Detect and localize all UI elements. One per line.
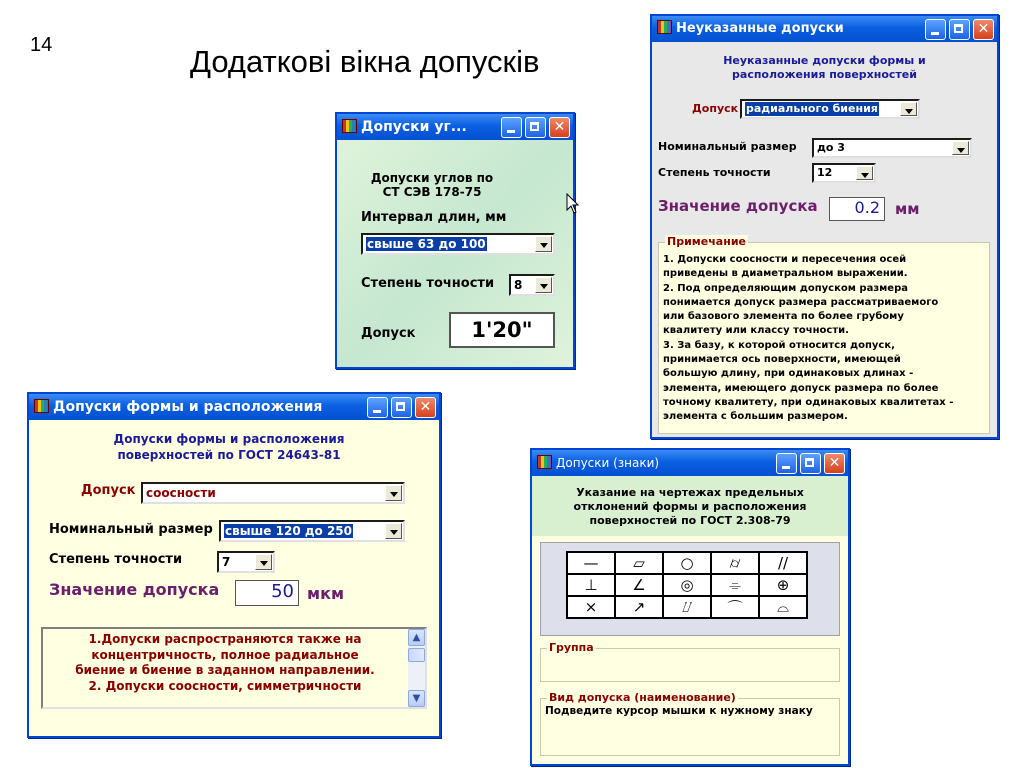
flatness-icon[interactable]: ▱ [615,552,663,574]
tolerance-label: Допуск [361,326,416,341]
note-group [658,235,990,434]
note-text: 1. Допуски соосности и пересечения осей приведены в диаметральном выражении. 2. Под определяющим допуском размера понимается допуск размера рассматриваемого или базового элемента по более грубому квалитету или классу точности. 3. За базу, к которой относится допуск, принимается ось поверхности, имеющей большую длину, при одинаковых длинах - элемента, имеющего допуск размера по более точному квалитету, при одинаковых квалитетах - элемента с большим размером. [663,254,954,423]
axis-intersection-icon[interactable]: × [567,596,615,618]
scrollbar[interactable] [408,629,425,707]
window-body [532,476,848,764]
grade-label: Степень точности [658,166,771,179]
concentricity-icon[interactable]: ◎ [663,574,711,596]
angularity-icon[interactable]: ∠ [615,574,663,596]
nominal-select[interactable] [812,138,972,158]
value-label: Значение допуска [49,580,220,599]
close-button[interactable]: ✕ [415,397,436,418]
tolerance-value: 1'20" [449,312,555,348]
tolerance-type-value: соосности [146,486,216,500]
chevron-down-icon[interactable] [535,277,552,293]
grade-select[interactable] [217,551,275,573]
value-label: Значение допуска [658,197,818,215]
chevron-down-icon[interactable] [385,523,402,539]
chevron-down-icon[interactable] [856,166,873,180]
window-title: Неуказанные допуски [676,21,844,36]
unit-label: мкм [307,584,345,603]
roundness-icon[interactable]: ○ [663,552,711,574]
nominal-label: Номинальный размер [658,140,797,153]
window-unspecified-tolerances [650,14,999,439]
window-title: Допуски уг... [361,119,467,135]
maximize-button[interactable] [525,117,546,138]
nominal-value: свыше 120 до 250 [225,524,353,538]
parallelism-icon[interactable]: // [759,552,807,574]
slide-title: Додаткові вікна допусків [190,44,540,79]
minimize-button[interactable] [367,397,388,418]
line-profile-icon[interactable]: ⌒ [711,596,759,618]
scroll-down-icon[interactable]: ▼ [408,690,425,707]
heading-line-2: расположения поверхностей [732,68,917,81]
nominal-label: Номинальный размер [49,522,213,537]
window-body [29,420,439,736]
tolerance-value: 50 [235,580,299,606]
unit-label: мм [895,200,920,218]
window-title: Допуски формы и расположения [53,399,323,415]
symbols-grid [566,551,808,619]
mouse-cursor-icon [566,193,580,215]
app-icon [342,119,357,133]
window-body [652,42,997,437]
window-form-position-tolerances [27,392,441,738]
group-label: Группа [549,641,594,654]
heading-line-1: Допуски формы и расположения [113,432,345,446]
total-runout-icon[interactable]: ⌰ [663,596,711,618]
nominal-select[interactable] [219,520,405,542]
slide-number: 14 [30,34,53,56]
titlebar[interactable] [532,450,848,476]
tolerance-label: Допуск [692,102,739,115]
minimize-button[interactable] [776,453,797,474]
nominal-value: до 3 [817,141,845,154]
close-button[interactable]: ✕ [549,117,570,138]
surface-profile-icon[interactable]: ⌓ [759,596,807,618]
grade-label: Степень точности [361,276,495,291]
close-button[interactable]: ✕ [824,453,845,474]
minimize-button[interactable] [925,19,946,40]
titlebar[interactable] [29,394,439,420]
app-icon [657,20,672,34]
app-icon [34,399,49,413]
tolerance-value: 0.2 [829,197,885,221]
heading-line-1: Неуказанные допуски формы и [723,54,926,67]
tolerance-type-select[interactable] [141,482,405,504]
grade-select[interactable] [509,274,555,296]
tolerance-type-select[interactable] [740,99,920,119]
kind-label: Вид допуска (наименование) [549,691,736,704]
maximize-button[interactable] [949,19,970,40]
kind-box [540,691,840,756]
perpendicularity-icon[interactable]: ⊥ [567,574,615,596]
titlebar[interactable] [652,16,997,42]
scroll-up-icon[interactable]: ▲ [408,629,425,646]
chevron-down-icon[interactable] [535,236,552,252]
heading-line-1: Допуски углов по [370,171,494,185]
grade-label: Степень точности [49,552,183,567]
maximize-button[interactable] [800,453,821,474]
maximize-button[interactable] [391,397,412,418]
tolerance-label: Допуск [81,483,136,498]
chevron-down-icon[interactable] [255,554,272,570]
window-title: Допуски (знаки) [556,456,660,470]
straightness-icon[interactable]: — [567,552,615,574]
tolerance-type-value: радиального биения [746,102,878,115]
interval-select[interactable] [361,233,555,255]
grade-value: 12 [817,166,833,179]
close-button[interactable]: ✕ [973,19,994,40]
window-angle-tolerances [335,112,575,369]
notes-text: 1.Допуски распространяются также на концентричность, полное радиальное биение и биение в заданном направлении. 2. Допуски соосности, симметричности [75,632,375,693]
window-tolerance-signs [530,448,850,766]
grade-select[interactable] [812,163,876,183]
scroll-thumb[interactable] [408,648,425,662]
chevron-down-icon[interactable] [900,102,917,116]
grade-value: 7 [222,555,231,569]
notes-textarea[interactable] [41,627,427,709]
chevron-down-icon[interactable] [385,485,402,501]
heading-line-2: СТ СЭВ 178-75 [382,185,482,199]
cylindricity-icon[interactable]: ⌭ [711,552,759,574]
titlebar[interactable] [337,114,573,140]
app-icon [537,455,552,469]
kind-text: Подведите курсор мышки к нужному знаку [545,705,813,717]
interval-value: свыше 63 до 100 [367,237,486,251]
heading-text: Указание на чертежах предельных отклонений формы и расположения поверхностей по ГОСТ 2.308-79 [573,486,807,527]
position-icon[interactable]: ⊕ [759,574,807,596]
chevron-down-icon[interactable] [952,141,969,155]
minimize-button[interactable] [501,117,522,138]
note-title: Примечание [667,235,746,248]
grade-value: 8 [514,278,523,292]
heading-line-2: поверхностей по ГОСТ 24643-81 [117,448,341,462]
runout-icon[interactable]: ↗ [615,596,663,618]
symmetry-icon[interactable]: ⌯ [711,574,759,596]
interval-label: Интервал длин, мм [361,210,507,225]
group-box [540,641,840,682]
window-body [337,140,573,367]
